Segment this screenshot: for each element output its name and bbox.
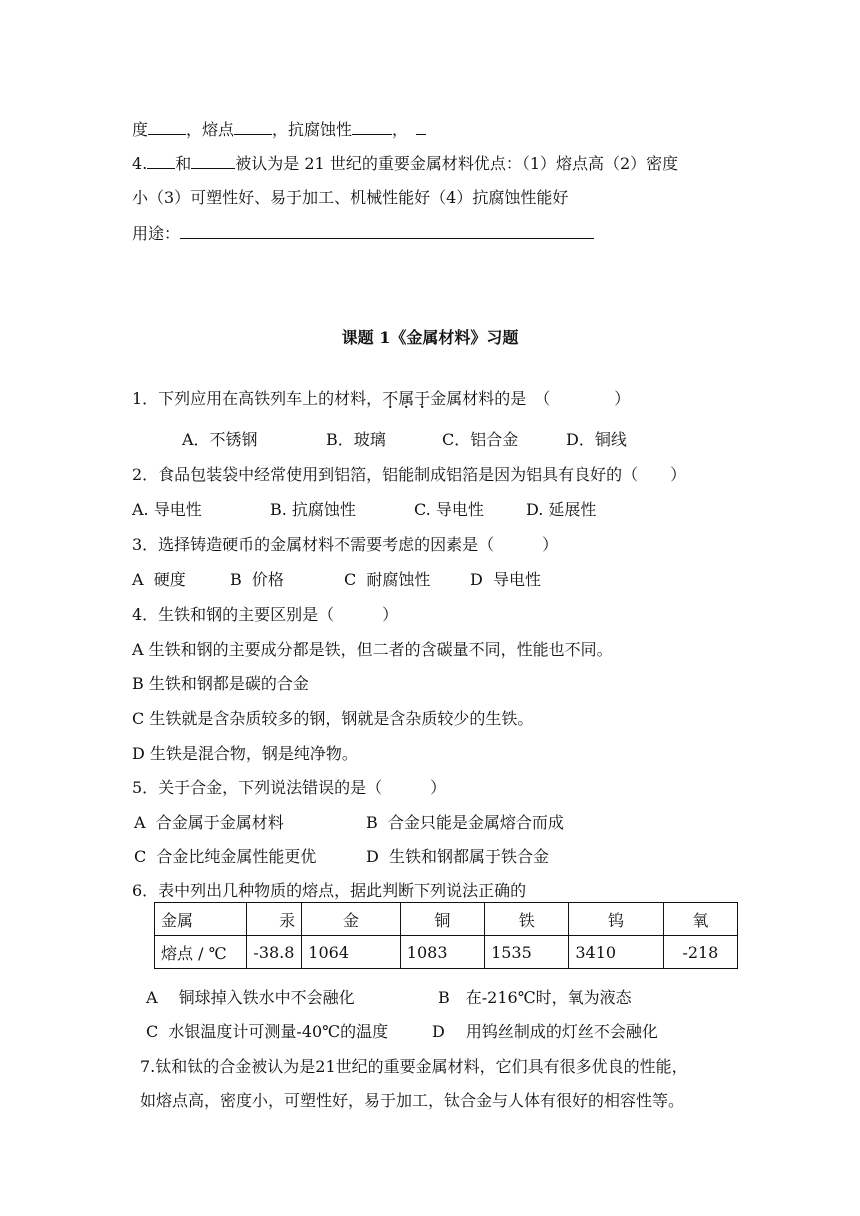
q3-option-d[interactable]: D 导电性 xyxy=(470,570,542,589)
table-cell: -218 xyxy=(663,936,737,969)
q4-option-b[interactable]: B 生铁和钢都是碳的合金 xyxy=(132,674,309,693)
q3-stem: 3．选择铸造硬币的金属材料不需要考虑的因素是（ ） xyxy=(132,535,559,554)
q1-option-c[interactable]: C．铝合金 xyxy=(442,430,519,449)
q3-option-c[interactable]: C 耐腐蚀性 xyxy=(344,570,431,589)
top-line-2 xyxy=(132,153,678,174)
q4-option-d[interactable]: D 生铁是混合物，钢是纯净物。 xyxy=(132,744,358,763)
emph-char: 不 xyxy=(382,389,399,408)
text-rest: 被认为是 21 世纪的重要金属材料优点：（1）熔点高（2）密度 xyxy=(235,154,679,173)
text-comma: ， xyxy=(392,120,409,139)
q7-line-1: 7.钛和钛的合金被认为是21世纪的重要金属材料，它们具有很多优良的性能， xyxy=(140,1057,688,1076)
uses-label: 用途： xyxy=(132,224,181,243)
q2-option-b[interactable]: B. 抗腐蚀性 xyxy=(270,500,356,519)
blank[interactable] xyxy=(416,119,426,135)
q3-option-b[interactable]: B 价格 xyxy=(230,570,284,589)
q5-option-b[interactable]: B 合金只能是金属熔合而成 xyxy=(366,813,564,832)
top-line-3: 小（3）可塑性好、易于加工、机械性能好（4）抗腐蚀性能好 xyxy=(132,188,569,207)
emph-char: 于 xyxy=(414,389,431,408)
text-corrosion: ，抗腐蚀性 xyxy=(272,120,353,139)
table-cell: 铁 xyxy=(485,903,569,936)
q1-option-b[interactable]: B．玻璃 xyxy=(326,430,386,449)
blank[interactable] xyxy=(191,153,235,169)
top-line-4 xyxy=(132,223,594,244)
q1-stem xyxy=(132,389,630,409)
table-cell: 金属 xyxy=(155,903,247,936)
q4-option-c[interactable]: C 生铁就是含杂质较多的钢，钢就是含杂质较少的生铁。 xyxy=(132,709,534,728)
melting-point-table xyxy=(154,902,738,969)
table-header-row xyxy=(155,903,738,936)
table-cell: -38.8 xyxy=(247,936,302,969)
q5-option-a[interactable]: A 合金属于金属材料 xyxy=(134,813,284,832)
q4-stem: 4．生铁和钢的主要区别是（ ） xyxy=(132,605,399,624)
q6-option-a[interactable]: A 铜球掉入铁水中不会融化 xyxy=(146,988,355,1007)
q1-option-a[interactable]: A．不锈钢 xyxy=(182,430,258,449)
blank[interactable] xyxy=(147,153,175,169)
table-cell: 汞 xyxy=(247,903,302,936)
table-cell: 金 xyxy=(302,903,401,936)
q6-option-d[interactable]: D 用钨丝制成的灯丝不会融化 xyxy=(432,1022,658,1041)
text-melting: ，熔点 xyxy=(186,120,235,139)
q5-stem: 5．关于合金，下列说法错误的是（ ） xyxy=(132,778,447,797)
q7-line-2: 如熔点高，密度小，可塑性好，易于加工，钛合金与人体有很好的相容性等。 xyxy=(140,1091,685,1110)
blank[interactable] xyxy=(352,119,392,135)
q2-option-d[interactable]: D. 延展性 xyxy=(526,500,597,519)
q5-option-c[interactable]: C 合金比纯金属性能更优 xyxy=(134,847,317,866)
blank[interactable] xyxy=(234,119,272,135)
text-num: 4. xyxy=(132,154,148,173)
table-cell: 1535 xyxy=(485,936,569,969)
q2-option-a[interactable]: A. 导电性 xyxy=(132,500,202,519)
table-cell: 钨 xyxy=(569,903,663,936)
q3-option-a[interactable]: A 硬度 xyxy=(132,570,186,589)
emph-char: 属 xyxy=(398,389,415,408)
top-line-1 xyxy=(132,119,426,140)
table-cell: 熔点 / ℃ xyxy=(155,936,247,969)
q2-stem: 2．食品包装袋中经常使用到铝箔，铝能制成铝箔是因为铝具有良好的（ ） xyxy=(132,465,687,484)
q6-option-b[interactable]: B 在-216℃时，氧为液态 xyxy=(438,988,632,1007)
table-cell: 3410 xyxy=(569,936,663,969)
page-title: 课题 1《金属材料》习题 xyxy=(341,328,519,347)
text-du: 度 xyxy=(132,120,149,139)
q4-option-a[interactable]: A 生铁和钢的主要成分都是铁，但二者的含碳量不同，性能也不同。 xyxy=(132,640,613,659)
q6-stem: 6．表中列出几种物质的熔点，据此判断下列说法正确的 xyxy=(132,881,527,900)
table-cell: 1083 xyxy=(400,936,484,969)
q1-option-d[interactable]: D．铜线 xyxy=(566,430,627,449)
table-cell: 氧 xyxy=(663,903,737,936)
q6-option-c[interactable]: C 水银温度计可测量-40℃的温度 xyxy=(146,1022,389,1041)
blank[interactable] xyxy=(148,119,186,135)
table-cell: 1064 xyxy=(302,936,401,969)
table-row xyxy=(155,936,738,969)
q5-option-d[interactable]: D 生铁和钢都属于铁合金 xyxy=(366,847,550,866)
q1-post: 金属材料的是 （ ） xyxy=(430,389,631,408)
q1-pre: 1．下列应用在高铁列车上的材料， xyxy=(132,389,383,408)
q2-option-c[interactable]: C. 导电性 xyxy=(414,500,484,519)
uses-blank[interactable] xyxy=(180,223,594,239)
text-and: 和 xyxy=(175,154,192,173)
table-cell: 铜 xyxy=(400,903,484,936)
